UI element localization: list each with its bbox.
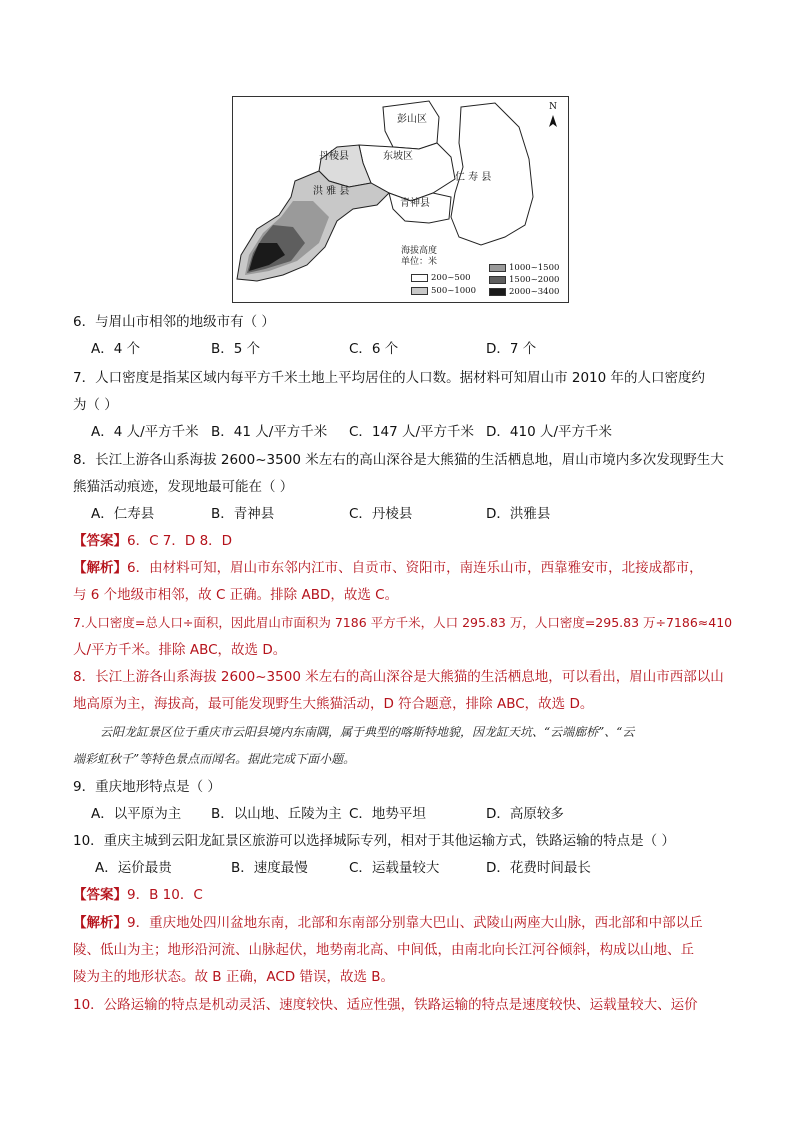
option-a[interactable]: A．仁寿县	[91, 506, 155, 522]
option-d[interactable]: D．花费时间最长	[486, 860, 591, 876]
legend-item-1	[411, 273, 471, 283]
north-label: N	[549, 102, 557, 112]
question-10-stem: 10．重庆主城到云阳龙缸景区旅游可以选择城际专列，相对于其他运输方式，铁路运输的特点是（ ）	[73, 833, 675, 849]
intro-line2: 端彩虹秋千”等特色景点而闻名。据此完成下面小题。	[73, 752, 356, 766]
analysis-text: 9．重庆地处四川盆地东南，北部和东南部分别靠大巴山、武陵山两座大山脉，西北部和中部以丘	[127, 915, 703, 931]
label-hongya: 洪 雅 县	[313, 186, 350, 197]
analysis-1-line6: 地高原为主，海拔高，最可能发现野生大熊猫活动，D 符合题意，排除 ABC，故选 D。	[73, 696, 594, 712]
option-b[interactable]: B．5 个	[211, 341, 261, 357]
answer-tag: 【答案】	[73, 887, 127, 903]
analysis-1-line5: 8．长江上游各山系海拔 2600~3500 米左右的高山深谷是大熊猫的生活栖息地，可以看出，眉山市西部以山	[73, 669, 724, 685]
analysis-1-line2: 与 6 个地级市相邻，故 C 正确。排除 ABD，故选 C。	[73, 587, 399, 603]
question-7-stem-line2: 为（ ）	[73, 397, 118, 413]
analysis-1-line3: 7.人口密度=总人口÷面积，因此眉山市面积为 7186 平方千米，人口 295.83 万，人口密度=295.83 万÷7186≈410	[73, 615, 733, 630]
option-b[interactable]: B．青神县	[211, 506, 275, 522]
analysis-2-line2: 陵、低山为主；地形沿河流、山脉起伏，地势南北高、中间低，由南北向长江河谷倾斜，构成以山地、丘	[73, 942, 694, 958]
answer-text: 9．B 10．C	[127, 887, 203, 903]
option-d[interactable]: D．410 人/平方千米	[486, 424, 613, 440]
option-d[interactable]: D．洪雅县	[486, 506, 551, 522]
north-arrow	[549, 115, 557, 127]
option-c[interactable]: C．147 人/平方千米	[349, 424, 475, 440]
answer-block-1	[73, 532, 232, 550]
label-renshou: 仁 寿 县	[455, 172, 492, 183]
option-c[interactable]: C．运载量较大	[349, 860, 440, 876]
meishan-elevation-map	[232, 96, 569, 303]
legend-title	[401, 246, 437, 268]
label-dongpo: 东坡区	[383, 151, 413, 162]
option-c[interactable]: C．地势平坦	[349, 806, 426, 822]
option-b[interactable]: B．速度最慢	[231, 860, 308, 876]
option-a[interactable]: A．运价最贵	[95, 860, 172, 876]
option-d[interactable]: D．高原较多	[486, 806, 564, 822]
legend-swatch	[411, 287, 428, 295]
legend-swatch	[411, 274, 428, 282]
analysis-1-line1	[73, 559, 703, 577]
legend-title-line2: 单位：米	[401, 257, 438, 267]
legend-swatch	[489, 276, 506, 284]
legend-title-line1: 海拔高度	[401, 246, 438, 256]
answer-text: 6．C 7．D 8．D	[127, 533, 233, 549]
analysis-2-line1	[73, 914, 703, 932]
analysis-1-line4: 人/平方千米。排除 ABC，故选 D。	[73, 642, 287, 658]
legend-label: 2000~3400	[509, 287, 560, 297]
option-b[interactable]: B．以山地、丘陵为主	[211, 806, 342, 822]
question-8-stem-line2: 熊猫活动痕迹，发现地最可能在（ ）	[73, 479, 294, 495]
legend-swatch	[489, 288, 506, 296]
label-danleng: 丹棱县	[319, 151, 349, 162]
answer-block-2	[73, 886, 203, 904]
option-b[interactable]: B．41 人/平方千米	[211, 424, 328, 440]
question-7-stem-line1: 7．人口密度是指某区域内每平方千米土地上平均居住的人口数。据材料可知眉山市 2010 年的人口密度约	[73, 370, 706, 386]
question-9-stem: 9．重庆地形特点是（ ）	[73, 779, 221, 795]
analysis-text: 6．由材料可知，眉山市东邻内江市、自贡市、资阳市，南连乐山市，西靠雅安市，北接成都市，	[127, 560, 703, 576]
legend-label: 1500~2000	[509, 275, 560, 285]
legend-item-2	[411, 286, 476, 296]
question-8-stem-line1: 8．长江上游各山系海拔 2600~3500 米左右的高山深谷是大熊猫的生活栖息地，眉山市境内多次发现野生大	[73, 452, 724, 468]
legend-item-4	[489, 275, 559, 285]
analysis-tag: 【解析】	[73, 915, 127, 931]
option-d[interactable]: D．7 个	[486, 341, 537, 357]
option-a[interactable]: A．4 个	[91, 341, 141, 357]
answer-tag: 【答案】	[73, 533, 127, 549]
legend-label: 200~500	[431, 273, 471, 283]
option-c[interactable]: C．丹棱县	[349, 506, 413, 522]
legend-swatch	[489, 264, 506, 272]
region-pengshan	[383, 101, 439, 149]
legend-label: 500~1000	[431, 286, 476, 296]
legend-label: 1000~1500	[509, 263, 560, 273]
label-qingshen: 青神县	[400, 198, 430, 209]
label-pengshan: 彭山区	[397, 114, 427, 125]
legend-item-5	[489, 287, 559, 297]
option-c[interactable]: C．6 个	[349, 341, 399, 357]
intro-line1: 云阳龙缸景区位于重庆市云阳县境内东南隅，属于典型的喀斯特地貌，因龙缸天坑、“云端廊桥”、“云	[100, 725, 635, 739]
legend-item-3	[489, 263, 559, 273]
option-a[interactable]: A．以平原为主	[91, 806, 182, 822]
analysis-2-line4: 10．公路运输的特点是机动灵活、速度较快、适应性强，铁路运输的特点是速度较快、运载量较大、运价	[73, 997, 698, 1013]
option-a[interactable]: A．4 人/平方千米	[91, 424, 199, 440]
analysis-tag: 【解析】	[73, 560, 127, 576]
analysis-2-line3: 陵为主的地形状态。故 B 正确，ACD 错误，故选 B。	[73, 969, 395, 985]
question-6-stem: 6．与眉山市相邻的地级市有（ ）	[73, 314, 275, 330]
